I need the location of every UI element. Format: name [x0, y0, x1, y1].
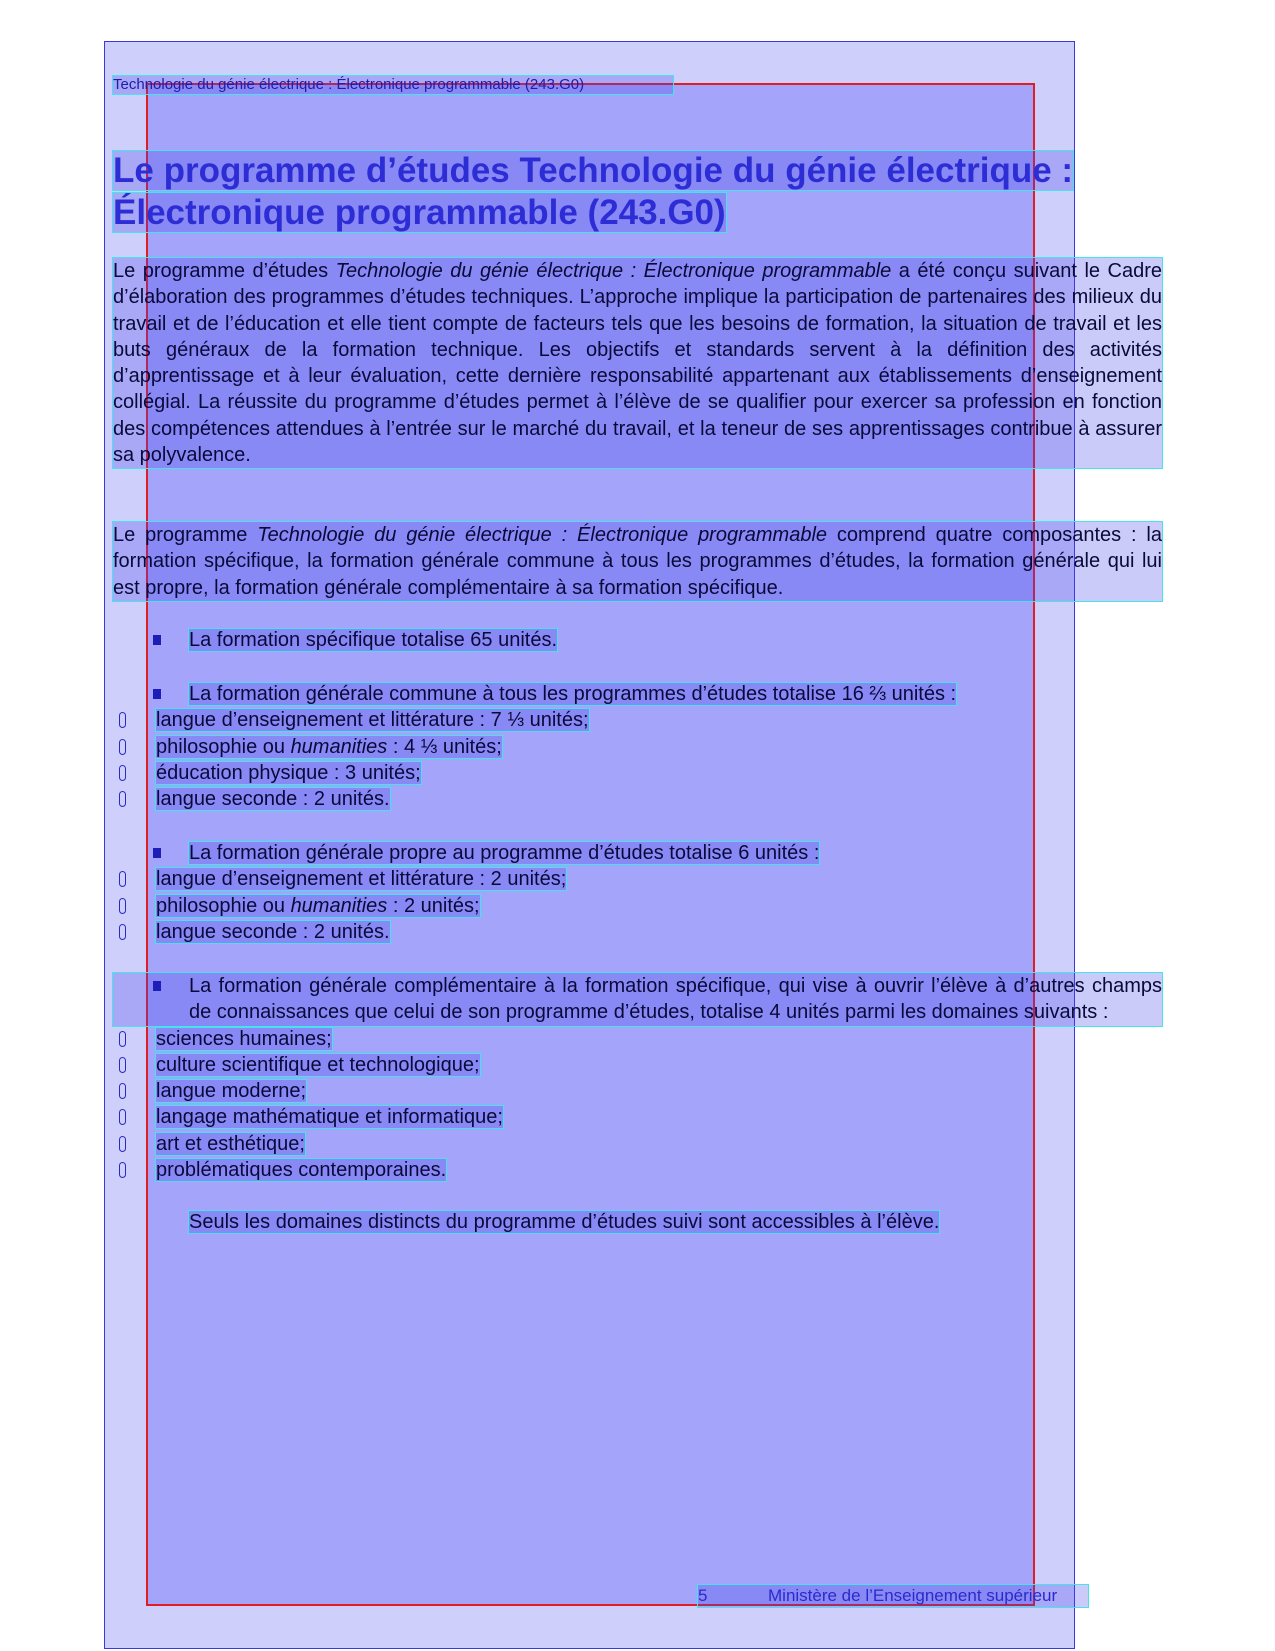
- list-item: [37, 1026, 1162, 1052]
- proper-sublist: [113, 866, 1162, 945]
- list-item: [37, 707, 1162, 733]
- list-item-text: langue seconde : 2 unités.: [156, 788, 390, 811]
- list-item-text: [156, 895, 480, 917]
- intro-program-name: Technologie du génie électrique : Électronique programmable: [335, 260, 892, 282]
- list-item-text: langue seconde : 2 unités.: [156, 920, 390, 943]
- components-lead: Le programme: [113, 524, 258, 546]
- bullet-common: [113, 681, 1162, 707]
- intro-paragraph: [113, 258, 1162, 468]
- list-item-text: culture scientifique et technologique;: [156, 1053, 480, 1076]
- intro-lead: Le programme d’études: [113, 260, 336, 282]
- running-header: Technologie du génie électrique : Électronique programmable (243.G0): [113, 76, 673, 94]
- list-item-text: langue d’enseignement et littérature : 7 ⅓ unités;: [156, 709, 589, 732]
- domains-note-text: Seuls les domaines distincts du programme d’études suivi sont accessibles à l’élève.: [189, 1211, 940, 1234]
- common-sublist: [113, 707, 1162, 812]
- list-item: [37, 1104, 1162, 1130]
- list-item-text: éducation physique : 3 unités;: [156, 761, 421, 784]
- list-item: [37, 893, 1162, 919]
- list-item: [37, 786, 1162, 812]
- list-item: [37, 1157, 1162, 1183]
- list-item-pre: philosophie ou: [156, 894, 291, 917]
- common-text: La formation générale commune à tous les programmes d’études totalise 16 ⅔ unités :: [189, 683, 957, 705]
- domains-note: [113, 1209, 1162, 1235]
- list-item-text: langage mathématique et informatique;: [156, 1106, 503, 1129]
- list-item: [37, 919, 1162, 945]
- page-title: [113, 150, 1098, 234]
- list-item-post: : 4 ⅓ unités;: [387, 735, 502, 758]
- list-item: [37, 1131, 1162, 1157]
- list-item-pre: philosophie ou: [156, 735, 291, 758]
- footer-organization: Ministère de l’Enseignement supérieur: [768, 1586, 1058, 1605]
- proper-text: La formation générale propre au programme d’études totalise 6 unités :: [189, 842, 820, 864]
- list-item: [37, 866, 1162, 892]
- page-footer: [698, 1585, 1088, 1607]
- bullet-proper: [113, 840, 1162, 866]
- list-item-text: sciences humaines;: [156, 1027, 332, 1050]
- page-number: 5: [698, 1586, 708, 1605]
- bullet-complementary: [113, 973, 1162, 1026]
- page-title-text: Le programme d’études Technologie du génie électrique : Électronique programmable (243.G0): [113, 151, 1074, 232]
- list-item-text: problématiques contemporaines.: [156, 1159, 447, 1182]
- list-item: [37, 1078, 1162, 1104]
- specific-block: [113, 627, 1162, 653]
- bullet-specific: [113, 627, 1162, 653]
- list-item-post: : 2 unités;: [387, 894, 480, 917]
- intro-body: a été conçu suivant le Cadre d’élaboration des programmes d’études techniques. L’approche implique la participation de partenaires des milieux du travail et de l’éducation et elle tient compte de facteurs tels que les besoins de formation, la situation de travail et les buts généraux de la formation technique. Les objectifs et standards servent à la définition des activités d’apprentissage et à leur évaluation, cette dernière responsabilité appartenant aux établissements d’enseignement collégial. La réussite du programme d’études permet à l’élève de se qualifier pour exercer sa profession en fonction des compétences attendues à l’entrée sur le marché du travail, et la teneur de ses apprentissages contribue à assurer sa polyvalence.: [113, 260, 1162, 467]
- list-item: [37, 760, 1162, 786]
- proper-block: [113, 840, 1162, 945]
- specific-text: La formation spécifique totalise 65 unités.: [189, 629, 557, 651]
- components-program-name: Technologie du génie électrique : Électronique programmable: [257, 524, 828, 546]
- list-item-em: humanities: [290, 735, 388, 758]
- list-item-em: humanities: [290, 894, 388, 917]
- list-item: [37, 1052, 1162, 1078]
- components-body: comprend quatre composantes : la formation spécifique, la formation générale commune à tous les programmes d’études, la formation générale qui lui est propre, la formation générale complémentaire à sa formation spécifique.: [113, 524, 1162, 599]
- complementary-sublist: [113, 1026, 1162, 1184]
- list-item-text: langue d’enseignement et littérature : 2 unités;: [156, 868, 567, 891]
- complementary-block: [113, 973, 1162, 1236]
- complementary-text: La formation générale complémentaire à la formation spécifique, qui vise à ouvrir l’élève à d’autres champs de connaissances que celui de son programme d’études, totalise 4 unités parmi les domaines suivants :: [189, 975, 1162, 1024]
- common-block: [113, 681, 1162, 812]
- list-item: [37, 734, 1162, 760]
- list-item-text: art et esthétique;: [156, 1132, 305, 1155]
- list-item-text: [156, 736, 502, 758]
- list-item-text: langue moderne;: [156, 1080, 307, 1103]
- components-paragraph: [113, 522, 1162, 601]
